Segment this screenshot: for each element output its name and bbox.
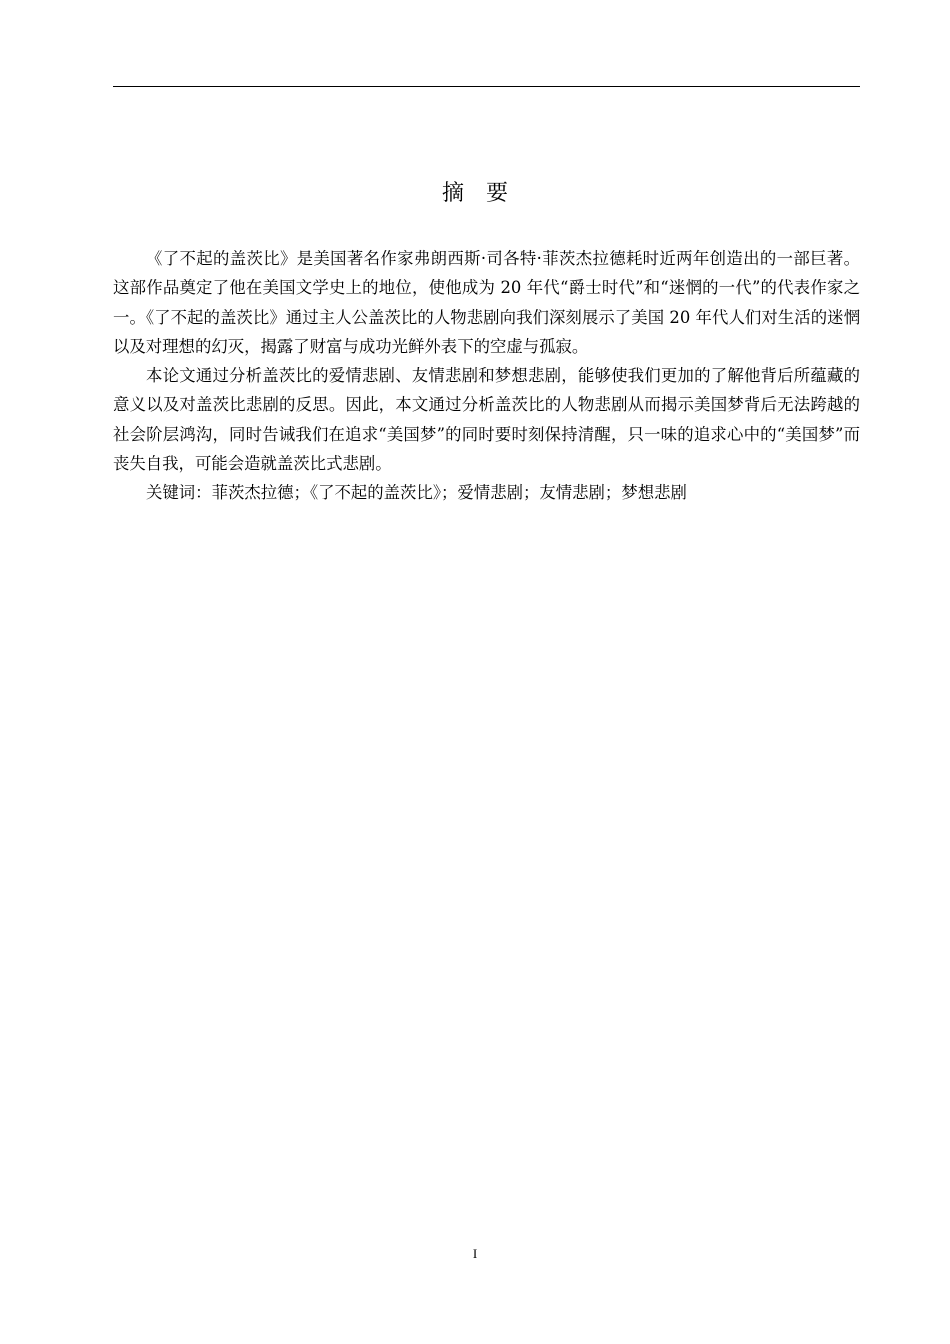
abstract-paragraph-2: 本论文通过分析盖茨比的爱情悲剧、友情悲剧和梦想悲剧，能够使我们更加的了解他背后所蕴藏的意义以及对盖茨比悲剧的反思。因此，本文通过分析盖茨比的人物悲剧从而揭示美国梦背后无法跨越的社会阶层鸿沟，同时告诫我们在追求“美国梦”的同时要时刻保持清醒，只一味的追求心中的“美国梦”而丧失自我，可能会造就盖茨比式悲剧。 xyxy=(113,366,860,474)
header-rule xyxy=(113,86,860,87)
keywords-text: 菲茨杰拉德；《了不起的盖茨比》；爱情悲剧；友情悲剧；梦想悲剧 xyxy=(211,483,687,503)
abstract-paragraph-1: 《了不起的盖茨比》是美国著名作家弗朗西斯·司各特·菲茨杰拉德耗时近两年创造出的一部巨著。这部作品奠定了他在美国文学史上的地位，使他成为 20 年代“爵士时代”和“迷惘的一代”的代表作家之一。《了不起的盖茨比》通过主人公盖茨比的人物悲剧向我们深刻展示了美国 20 年代人们对生活的迷惘以及对理想的幻灭，揭露了财富与成功光鲜外表下的空虚与孤寂。 xyxy=(113,249,860,356)
abstract-title-left: 摘 xyxy=(441,181,464,206)
page-number: I xyxy=(472,1246,478,1261)
abstract-body xyxy=(113,244,860,508)
abstract-title xyxy=(0,178,950,210)
keywords-line xyxy=(113,478,860,507)
abstract-title-right: 要 xyxy=(486,181,509,206)
keywords-label: 关键词： xyxy=(146,483,212,503)
